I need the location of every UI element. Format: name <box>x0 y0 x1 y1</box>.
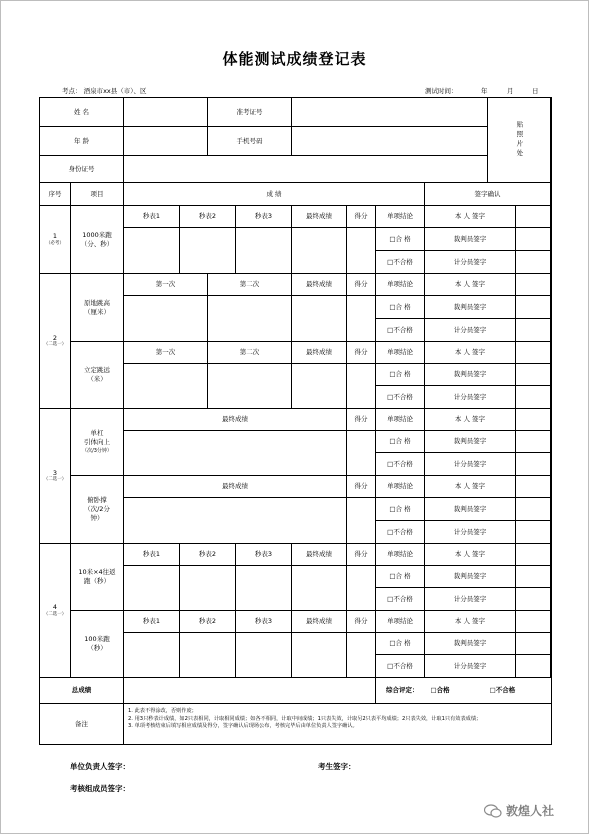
item-high-jump <box>71 274 124 342</box>
self-sign-label: 本 人 签字 <box>425 342 516 364</box>
stopwatch-3-header: 秒表3 <box>236 206 292 228</box>
judge-sign-label: 裁判员签字 <box>425 431 516 453</box>
final-score-header: 最终成绩 <box>292 544 347 566</box>
final-score-field[interactable] <box>124 498 347 544</box>
first-attempt-header: 第一次 <box>124 342 208 364</box>
judge-sign-field[interactable] <box>516 633 551 655</box>
group-3-seq <box>40 409 71 544</box>
col-item: 项目 <box>71 183 124 206</box>
note-text <box>124 704 551 744</box>
final-score-field[interactable] <box>292 296 347 342</box>
id-field[interactable] <box>124 156 488 183</box>
judge-sign-label: 裁判员签字 <box>425 498 516 521</box>
scorer-sign-field[interactable] <box>516 319 551 342</box>
second-attempt-field[interactable] <box>208 364 292 409</box>
points-field[interactable] <box>347 431 376 476</box>
second-attempt-header: 第二次 <box>208 274 292 296</box>
points-header: 得分 <box>347 544 376 566</box>
points-header: 得分 <box>347 409 376 431</box>
first-attempt-field[interactable] <box>124 296 208 342</box>
points-field[interactable] <box>347 633 376 678</box>
stopwatch-3-header: 秒表3 <box>236 544 292 566</box>
pass-checkbox[interactable]: □合 格 <box>376 364 425 386</box>
judge-sign-label: 裁判员签字 <box>425 566 516 588</box>
first-attempt-header: 第一次 <box>124 274 208 296</box>
stopwatch-1-field[interactable] <box>124 228 180 274</box>
item-long-jump <box>71 342 124 409</box>
stopwatch-2-field[interactable] <box>180 228 236 274</box>
judge-sign-label: 裁判员签字 <box>425 228 516 251</box>
stopwatch-1-field[interactable] <box>124 566 180 611</box>
stopwatch-3-field[interactable] <box>236 566 292 611</box>
points-field[interactable] <box>347 498 376 544</box>
self-sign-label: 本 人 签字 <box>425 476 516 498</box>
item-unit: （分、秒） <box>80 239 114 248</box>
photo-label: 贴照片处 <box>515 121 524 159</box>
final-score-header: 最终成绩 <box>292 611 347 633</box>
scorer-sign-label: 计分员签字 <box>425 453 516 476</box>
verdict-label: 单项结论 <box>376 544 425 566</box>
item-unit-2: 钟） <box>90 513 104 522</box>
group-sub: （二选一） <box>43 611 67 617</box>
scorer-sign-label: 计分员签字 <box>425 588 516 611</box>
col-seq: 序号 <box>40 183 71 206</box>
self-sign-label: 本 人 签字 <box>425 544 516 566</box>
self-sign-field[interactable] <box>516 544 551 566</box>
judge-sign-field[interactable] <box>516 296 551 319</box>
name-label: 姓 名 <box>40 98 124 127</box>
total-label: 总成绩 <box>40 678 124 704</box>
scorer-sign-field[interactable] <box>516 521 551 544</box>
self-sign-label: 本 人 签字 <box>425 611 516 633</box>
self-sign-field[interactable] <box>516 476 551 498</box>
judge-sign-label: 裁判员签字 <box>425 633 516 655</box>
judge-sign-field[interactable] <box>516 431 551 453</box>
group-4-seq <box>40 544 71 678</box>
candidate-signature[interactable]: 考生签字： <box>318 762 356 771</box>
year-label: 年 <box>481 87 488 95</box>
photo-area <box>488 98 551 183</box>
scorer-sign-field[interactable] <box>516 588 551 611</box>
age-label: 年 龄 <box>40 127 124 156</box>
stopwatch-2-field[interactable] <box>180 633 236 678</box>
total-score-field[interactable] <box>124 678 376 704</box>
verdict-label: 单项结论 <box>376 476 425 498</box>
group-num: 3 <box>52 468 58 477</box>
item-unit: （次/3分钟） <box>82 448 112 455</box>
note-line-3: 3. 单项考核结束后填写相应成绩及得分，签字确认后现场公布，考核完毕后由单位负责人签字确认。 <box>128 723 358 730</box>
group-num: 2 <box>52 333 58 342</box>
scorer-sign-label: 计分员签字 <box>425 251 516 274</box>
item-unit: （次/2分 <box>84 505 110 514</box>
final-score-field[interactable] <box>292 566 347 611</box>
points-field[interactable] <box>347 228 376 274</box>
scorer-sign-field[interactable] <box>516 386 551 409</box>
col-sign-confirm: 签字确认 <box>425 183 551 206</box>
self-sign-label: 本 人 签字 <box>425 409 516 431</box>
self-sign-field[interactable] <box>516 409 551 431</box>
self-sign-label: 本 人 签字 <box>425 206 516 228</box>
scorer-sign-label: 计分员签字 <box>425 521 516 544</box>
self-sign-field[interactable] <box>516 611 551 633</box>
final-score-header: 最终成绩 <box>292 274 347 296</box>
age-field[interactable] <box>124 127 208 156</box>
final-score-field[interactable] <box>292 364 347 409</box>
final-score-header: 最终成绩 <box>124 409 347 431</box>
judge-sign-field[interactable] <box>516 498 551 521</box>
points-header: 得分 <box>347 274 376 296</box>
fail-checkbox[interactable]: □不合格 <box>376 521 425 544</box>
scorer-sign-label: 计分员签字 <box>425 655 516 678</box>
stopwatch-1-header: 秒表1 <box>124 544 180 566</box>
form-title: 体能测试成绩登记表 <box>222 50 367 68</box>
note-line-1: 1. 此表不得涂改，否则作废； <box>128 708 197 714</box>
stopwatch-3-field[interactable] <box>236 228 292 274</box>
item-unit: （秒） <box>87 644 107 652</box>
group-num: 1 <box>52 232 58 241</box>
overall-fail-checkbox[interactable]: □不合格 <box>489 686 516 695</box>
admission-field[interactable] <box>292 98 488 127</box>
points-header: 得分 <box>347 342 376 364</box>
fail-checkbox[interactable]: □不合格 <box>376 453 425 476</box>
fail-checkbox[interactable]: □不合格 <box>376 251 425 274</box>
fail-checkbox[interactable]: □不合格 <box>376 588 425 611</box>
id-label: 身份证号 <box>40 156 124 183</box>
month-label: 月 <box>507 87 514 95</box>
item-unit: （秒） <box>90 577 110 585</box>
stopwatch-3-header: 秒表3 <box>236 611 292 633</box>
day-label: 日 <box>532 87 539 95</box>
points-field[interactable] <box>347 364 376 409</box>
item-shuttle-run <box>71 544 124 611</box>
pass-checkbox[interactable]: □合 格 <box>376 498 425 521</box>
scorer-sign-label: 计分员签字 <box>425 319 516 342</box>
unit-leader-signature[interactable]: 单位负责人签字： <box>70 762 130 771</box>
test-time-label: 测试时间： <box>425 87 458 95</box>
verdict-label: 单项结论 <box>376 409 425 431</box>
self-sign-label: 本 人 签字 <box>425 274 516 296</box>
verdict-label: 单项结论 <box>376 206 425 228</box>
stopwatch-2-header: 秒表2 <box>180 544 236 566</box>
group-sub: （二选一） <box>43 477 67 483</box>
fail-checkbox[interactable]: □不合格 <box>376 319 425 342</box>
item-label: 俯卧撑 <box>87 496 107 505</box>
name-field[interactable] <box>124 98 208 127</box>
exam-site: 考点： 酒泉市xx县（市）、区 <box>62 87 147 95</box>
scorer-sign-field[interactable] <box>516 251 551 274</box>
item-run-100 <box>71 611 124 678</box>
group-num: 4 <box>52 603 58 612</box>
self-sign-field[interactable] <box>516 342 551 364</box>
item-label-2: 引体向上 <box>84 437 110 446</box>
verdict-label: 单项结论 <box>376 274 425 296</box>
final-score-header: 最终成绩 <box>292 206 347 228</box>
overall-pass-checkbox[interactable]: □合格 <box>430 686 450 695</box>
scorer-sign-label: 计分员签字 <box>425 386 516 409</box>
stopwatch-3-field[interactable] <box>236 633 292 678</box>
verdict-label: 单项结论 <box>376 611 425 633</box>
watermark <box>484 802 554 819</box>
admission-label: 准考证号 <box>208 98 292 127</box>
final-score-field[interactable] <box>124 431 347 476</box>
judge-sign-field[interactable] <box>516 566 551 588</box>
item-label: 单杠 <box>90 428 104 437</box>
second-attempt-header: 第二次 <box>208 342 292 364</box>
points-header: 得分 <box>347 611 376 633</box>
group-1-seq <box>40 206 71 274</box>
phone-label: 手机号码 <box>208 127 292 156</box>
judge-sign-field[interactable] <box>516 364 551 386</box>
item-run-1000 <box>71 206 124 274</box>
item-label: 立定跳远 <box>84 366 110 375</box>
points-field[interactable] <box>347 566 376 611</box>
stopwatch-2-header: 秒表2 <box>180 611 236 633</box>
note-label: 备注 <box>40 704 124 744</box>
points-header: 得分 <box>347 476 376 498</box>
pass-checkbox[interactable]: □合 格 <box>376 228 425 251</box>
item-label-2: 跑 <box>83 577 91 585</box>
first-attempt-field[interactable] <box>124 364 208 409</box>
scorer-sign-field[interactable] <box>516 453 551 476</box>
item-label: 原地跳高 <box>84 298 110 307</box>
note-line-2: 2. 用3只秒表计成绩，如2只表相同，计取相同成绩；如各不相同，计取中间成绩；1只表失效，计取另2只表平均成绩；2只表失效，计取1只有效表成绩； <box>128 715 482 722</box>
overall-verdict-label: 综合评定： <box>386 686 419 695</box>
group-sub: （二选一） <box>43 342 67 348</box>
judge-sign-label: 裁判员签字 <box>425 296 516 319</box>
final-score-header: 最终成绩 <box>124 476 347 498</box>
second-attempt-field[interactable] <box>208 296 292 342</box>
item-label: 10米×4往返 <box>78 568 116 577</box>
fail-checkbox[interactable]: □不合格 <box>376 655 425 678</box>
stopwatch-1-header: 秒表1 <box>124 611 180 633</box>
judge-sign-label: 裁判员签字 <box>425 364 516 386</box>
stopwatch-1-header: 秒表1 <box>124 206 180 228</box>
overall-verdict <box>376 678 551 704</box>
watermark-text: 敦煌人社 <box>506 804 555 818</box>
wechat-icon <box>484 804 502 818</box>
col-score: 成 绩 <box>124 183 425 206</box>
points-field[interactable] <box>347 296 376 342</box>
fail-checkbox[interactable]: □不合格 <box>376 386 425 409</box>
panel-signature[interactable]: 考核组成员签字： <box>70 784 130 793</box>
group-2-seq <box>40 274 71 409</box>
item-unit: （米） <box>87 375 107 383</box>
pass-checkbox[interactable]: □合 格 <box>376 566 425 588</box>
final-score-header: 最终成绩 <box>292 342 347 364</box>
self-sign-field[interactable] <box>516 274 551 296</box>
judge-sign-field[interactable] <box>516 228 551 251</box>
self-sign-field[interactable] <box>516 206 551 228</box>
pass-checkbox[interactable]: □合 格 <box>376 633 425 655</box>
item-unit: （厘米） <box>84 307 110 316</box>
phone-field[interactable] <box>292 127 488 156</box>
item-pull-up <box>71 409 124 476</box>
stopwatch-2-header: 秒表2 <box>180 206 236 228</box>
points-header: 得分 <box>347 206 376 228</box>
score-sheet <box>39 97 552 745</box>
pass-checkbox[interactable]: □合 格 <box>376 431 425 453</box>
scorer-sign-field[interactable] <box>516 655 551 678</box>
item-label: 100米跑 <box>84 635 110 644</box>
stopwatch-2-field[interactable] <box>180 566 236 611</box>
pass-checkbox[interactable]: □合 格 <box>376 296 425 319</box>
stopwatch-1-field[interactable] <box>124 633 180 678</box>
item-label: 1000米跑 <box>82 230 112 239</box>
final-score-field[interactable] <box>292 633 347 678</box>
final-score-field[interactable] <box>292 228 347 274</box>
verdict-label: 单项结论 <box>376 342 425 364</box>
item-push-up <box>71 476 124 544</box>
group-sub: （必考） <box>46 240 64 246</box>
